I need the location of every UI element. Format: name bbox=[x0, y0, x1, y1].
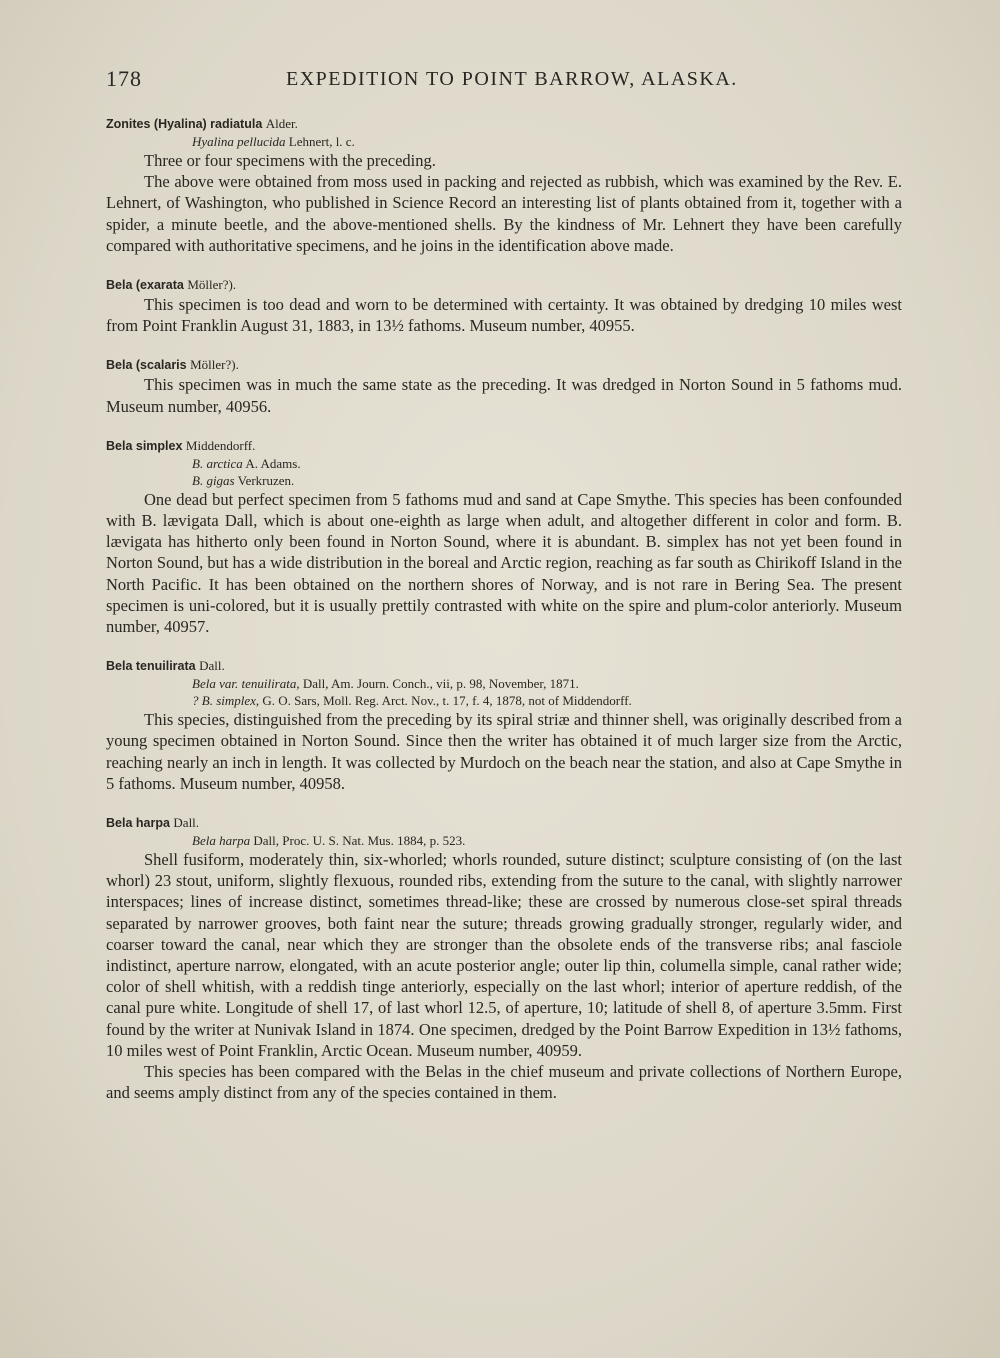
paragraph: Shell fusiform, moderately thin, six-whorled; whorls rounded, suture distinct; sculpture consisting of (on the last whorl) 23 stout, uniform, slightly flexuous, rounded ribs, extending from the suture to the canal, with slightly narrower interspaces; lines of increase distinct, sometimes thread-like; these are crossed by numerous close-set spiral threads separated by narrower grooves, both faint near the suture; threads growing gradually stronger, regularly wider, and coarser toward the canal, near which they are stronger than the obsolete ends of the transverse ribs; anal fasciole indistinct, aperture narrow, elongated, with an acute posterior angle; outer lip thin, columella simple, canal rather wide; color of shell whitish, with a reddish tinge anteriorly, especially on the last whorl; interior of aperture reddish, of the canal pure white. Longitude of shell 17, of last whorl 12.5, of aperture, 10; latitude of shell 8, of aperture 3.5mm. First found by the writer at Nunivak Island in 1874. One specimen, dredged by the Point Barrow Expedition in 13½ fathoms, 10 miles west of Point Franklin, Arctic Ocean. Museum number, 40959. bbox=[106, 850, 902, 1060]
species-heading: Bela simplex Middendorff. bbox=[106, 437, 256, 453]
paragraph: This species, distinguished from the preceding by its spiral striæ and thinner shell, was originally described from a young specimen obtained in Norton Sound. Since then the writer has obtained it of much larger size from the Arctic, reaching nearly an inch in length. It was collected by Murdoch on the beach near the station, and also at Cape Smythe in 5 fathoms. Museum number, 40958. bbox=[106, 710, 902, 793]
paragraph: This species has been compared with the Belas in the chief museum and private collections of Northern Europe, and seems amply distinct from any of the species contained in them. bbox=[106, 1062, 902, 1103]
synonym-line: Bela var. tenuilirata, Dall, Am. Journ. Conch., vii, p. 98, November, 1871. bbox=[192, 676, 579, 692]
paragraph: This specimen was in much the same state as the preceding. It was dredged in Norton Sound in 5 fathoms mud. Museum number, 40956. bbox=[106, 375, 902, 416]
synonym-line: B. arctica A. Adams. bbox=[192, 455, 301, 471]
species-heading: Bela (exarata Möller?). bbox=[106, 277, 237, 293]
page-number: 178 bbox=[106, 66, 142, 91]
species-heading: Bela tenuilirata Dall. bbox=[106, 658, 225, 674]
synonym-line: Hyalina pellucida Lehnert, l. c. bbox=[192, 134, 355, 149]
species-entry bbox=[106, 657, 902, 794]
synonym-line: B. gigas Verkruzen. bbox=[192, 472, 295, 488]
species-heading: Zonites (Hyalina) radiatula Alder. bbox=[106, 116, 298, 131]
species-entry bbox=[106, 814, 902, 1103]
synonym-line: Bela harpa Dall, Proc. U. S. Nat. Mus. 1884, p. 523. bbox=[192, 833, 466, 849]
species-entry bbox=[106, 276, 902, 336]
species-heading: Bela (scalaris Möller?). bbox=[106, 357, 239, 373]
paragraph: The above were obtained from moss used in packing and rejected as rubbish, which was examined by the Rev. E. Lehnert, of Washington, who published in Science Record an interesting list of plants obtained from it, together with a spider, a minute beetle, and the above-mentioned shells. By the kindness of Mr. Lehnert they have been carefully compared with authoritative specimens, and he joins in the identification above made. bbox=[106, 172, 902, 255]
species-entry bbox=[106, 356, 902, 416]
species-heading: Bela harpa Dall. bbox=[106, 815, 200, 831]
species-entry bbox=[106, 437, 902, 637]
paragraph: One dead but perfect specimen from 5 fathoms mud and sand at Cape Smythe. This species has been confounded with B. lævigata Dall, which is about one-eighth as large when adult, and altogether different in color and form. B. lævigata has hitherto only been found in Norton Sound, where it is abundant. B. simplex has not yet been found in Norton Sound, but has a wide distribution in the boreal and Arctic region, reaching as far south as Chirikoff Island in the North Pacific. It has been obtained on the northern shores of Norway, and is not rare in Bering Sea. The present specimen is uni-colored, but it is usually prettily contrasted with white on the spire and plum-color anteriorly. Museum number, 40957. bbox=[106, 489, 902, 637]
species-entry bbox=[106, 115, 902, 256]
paragraph: This specimen is too dead and worn to be determined with certainty. It was obtained by dredging 10 miles west from Point Franklin August 31, 1883, in 13½ fathoms. Museum number, 40955. bbox=[106, 295, 902, 336]
page-header bbox=[106, 66, 906, 96]
page-body bbox=[106, 105, 902, 1104]
synonym-line: ? B. simplex, G. O. Sars, Moll. Reg. Arct. Nov., t. 17, f. 4, 1878, not of Middendorff. bbox=[192, 693, 632, 709]
running-head: EXPEDITION TO POINT BARROW, ALASKA. bbox=[286, 68, 738, 90]
paragraph: Three or four specimens with the preceding. bbox=[144, 151, 436, 170]
